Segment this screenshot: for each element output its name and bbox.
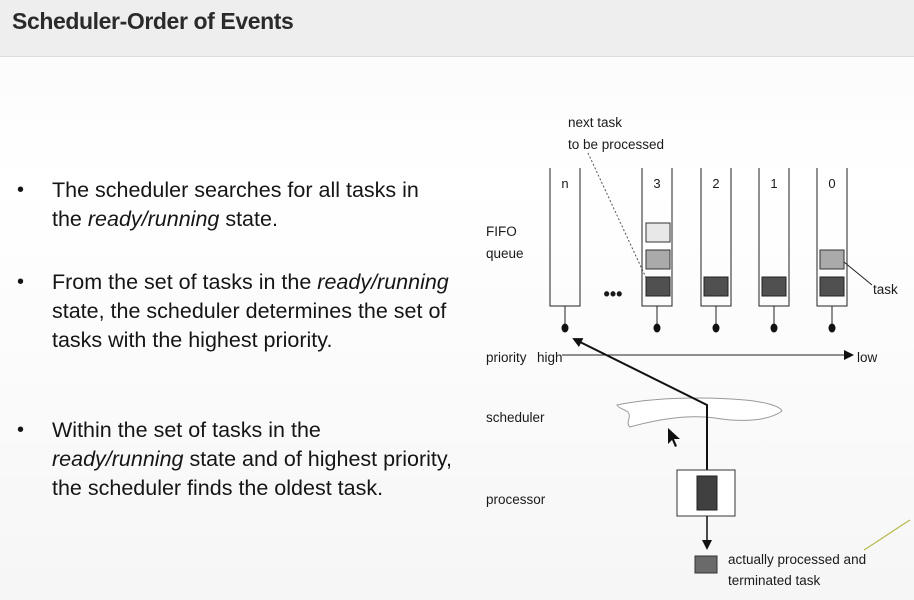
queue-n	[550, 168, 580, 333]
fifo-label-line1: FIFO	[486, 224, 517, 239]
slide-title: Scheduler-Order of Events	[12, 8, 294, 34]
bullet-1-text-before: The scheduler searches for all tasks in the	[52, 178, 419, 231]
queue-3-node	[654, 324, 661, 333]
bullet-dot-icon: •	[17, 419, 25, 441]
queue-0	[817, 168, 847, 333]
task-box	[762, 277, 786, 296]
queue-ellipsis: •••	[603, 284, 623, 304]
next-task-pointer	[588, 153, 648, 282]
task-box	[704, 277, 728, 296]
processor-label: processor	[486, 492, 546, 507]
queue-0-node	[829, 324, 836, 333]
queue-label-0: 0	[828, 176, 836, 191]
task-box	[820, 277, 844, 296]
scheduler-label: scheduler	[486, 410, 545, 425]
bullet-1-em: ready/running	[87, 207, 220, 231]
next-task-label-line1: next task	[568, 115, 623, 130]
task-box	[646, 277, 670, 296]
bullet-dot-icon: •	[17, 179, 25, 201]
fifo-label-line2: queue	[486, 246, 524, 261]
task-box	[646, 250, 670, 269]
queue-n-node	[562, 324, 569, 333]
bullet-3-text-after: state and of highest priority, the scheduler finds the oldest task.	[52, 447, 452, 500]
queue-label-n: n	[561, 176, 569, 191]
bullet-dot-icon: •	[17, 271, 25, 293]
bullet-3-em: ready/running	[52, 447, 184, 471]
annotation-stroke	[864, 520, 910, 550]
processor-task	[697, 476, 717, 510]
result-label-line1: actually processed and	[728, 552, 867, 567]
task-box	[646, 223, 670, 242]
queue-label-1: 1	[770, 176, 778, 191]
low-label: low	[857, 350, 878, 365]
bullet-2-text-before: From the set of tasks in the	[52, 270, 318, 294]
queue-3	[642, 168, 672, 333]
bullet-2-text-after: state, the scheduler determines the set of tasks with the highest priority.	[52, 299, 447, 352]
queue-1-node	[771, 324, 778, 333]
queue-1	[759, 168, 789, 333]
task-label: task	[873, 282, 898, 297]
queue-label-3: 3	[653, 176, 661, 191]
queue-2-node	[713, 324, 720, 333]
task-pointer	[844, 262, 872, 285]
bullet-2-em: ready/running	[317, 270, 449, 294]
next-task-label-line2: to be processed	[568, 137, 665, 152]
terminated-task-box	[695, 556, 717, 573]
priority-label: priority	[486, 350, 527, 365]
result-label-line2: terminated task	[728, 573, 821, 588]
high-label: high	[537, 350, 563, 365]
queue-label-2: 2	[712, 176, 720, 191]
bullet-3-text-before: Within the set of tasks in the	[52, 418, 321, 442]
mouse-cursor-icon	[668, 428, 680, 447]
bullet-1-text-after: state.	[219, 207, 278, 231]
queue-2	[701, 168, 731, 333]
task-box	[820, 250, 844, 269]
